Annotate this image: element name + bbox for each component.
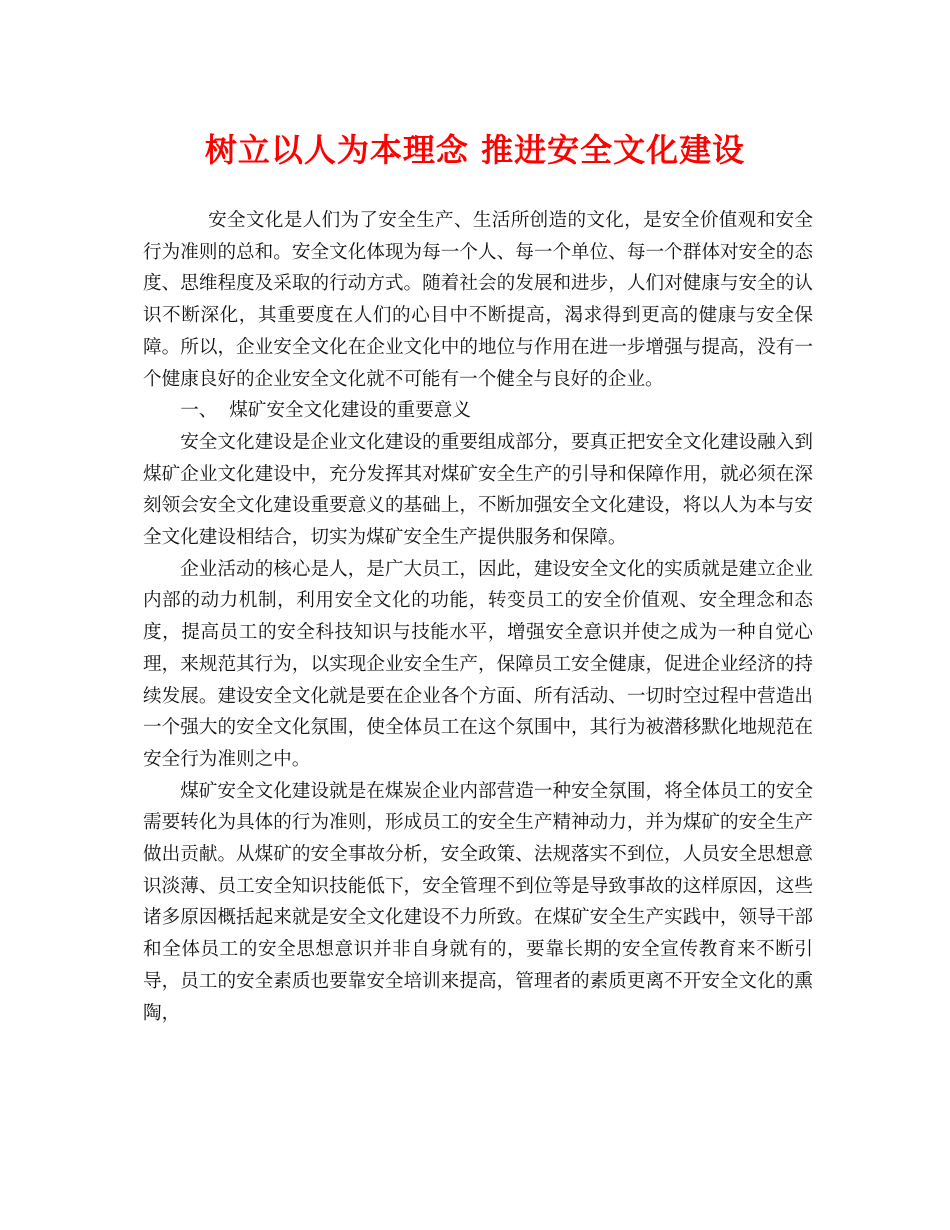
section-heading-1: 一、 煤矿安全文化建设的重要意义	[180, 400, 471, 422]
paragraph-2: 安全文化建设是企业文化建设的重要组成部分，要真正把安全文化建设融入到煤矿企业文化建设中，充分发挥其对煤矿安全生产的引导和保障作用，就必须在深刻领会安全文化建设重要意义的基础上，不断加强安全文化建设，将以人为本与安全文化建设相结合，切实为煤矿安全生产提供服务和保障。	[143, 431, 813, 549]
document-title: 树立以人为本理念 推进安全文化建设	[204, 131, 746, 169]
document-body	[143, 205, 813, 1029]
paragraph-3: 企业活动的核心是人，是广大员工，因此，建设安全文化的实质就是建立企业内部的动力机制，利用安全文化的功能，转变员工的安全价值观、安全理念和态度，提高员工的安全科技知识与技能水平，增强安全意识并使之成为一种自觉心理，来规范其行为，以实现企业安全生产，保障员工安全健康，促进企业经济的持续发展。建设安全文化就是要在企业各个方面、所有活动、一切时空过程中营造出一个强大的安全文化氛围，使全体员工在这个氛围中，其行为被潜移默化地规范在安全行为准则之中。	[143, 558, 813, 770]
paragraph-intro: 安全文化是人们为了安全生产、生活所创造的文化，是安全价值观和安全行为准则的总和。安全文化体现为每一个人、每一个单位、每一个群体对安全的态度、思维程度及采取的行动方式。随着社会的发展和进步，人们对健康与安全的认识不断深化，其重要度在人们的心目中不断提高，渴求得到更高的健康与安全保障。所以，企业安全文化在企业文化中的地位与作用在进一步增强与提高，没有一个健康良好的企业安全文化就不可能有一个健全与良好的企业。	[143, 210, 813, 390]
paragraph-4: 煤矿安全文化建设就是在煤炭企业内部营造一种安全氛围，将全体员工的安全需要转化为具体的行为准则，形成员工的安全生产精神动力，并为煤矿的安全生产做出贡献。从煤矿的安全事故分析，安全政策、法规落实不到位，人员安全思想意识淡薄、员工安全知识技能低下，安全管理不到位等是导致事故的这样原因，这些诸多原因概括起来就是安全文化建设不力所致。在煤矿安全生产实践中，领导干部和全体员工的安全思想意识并非自身就有的，要靠长期的安全宣传教育来不断引导，员工的安全素质也要靠安全培训来提高，管理者的素质更离不开安全文化的熏陶，	[143, 780, 813, 1024]
